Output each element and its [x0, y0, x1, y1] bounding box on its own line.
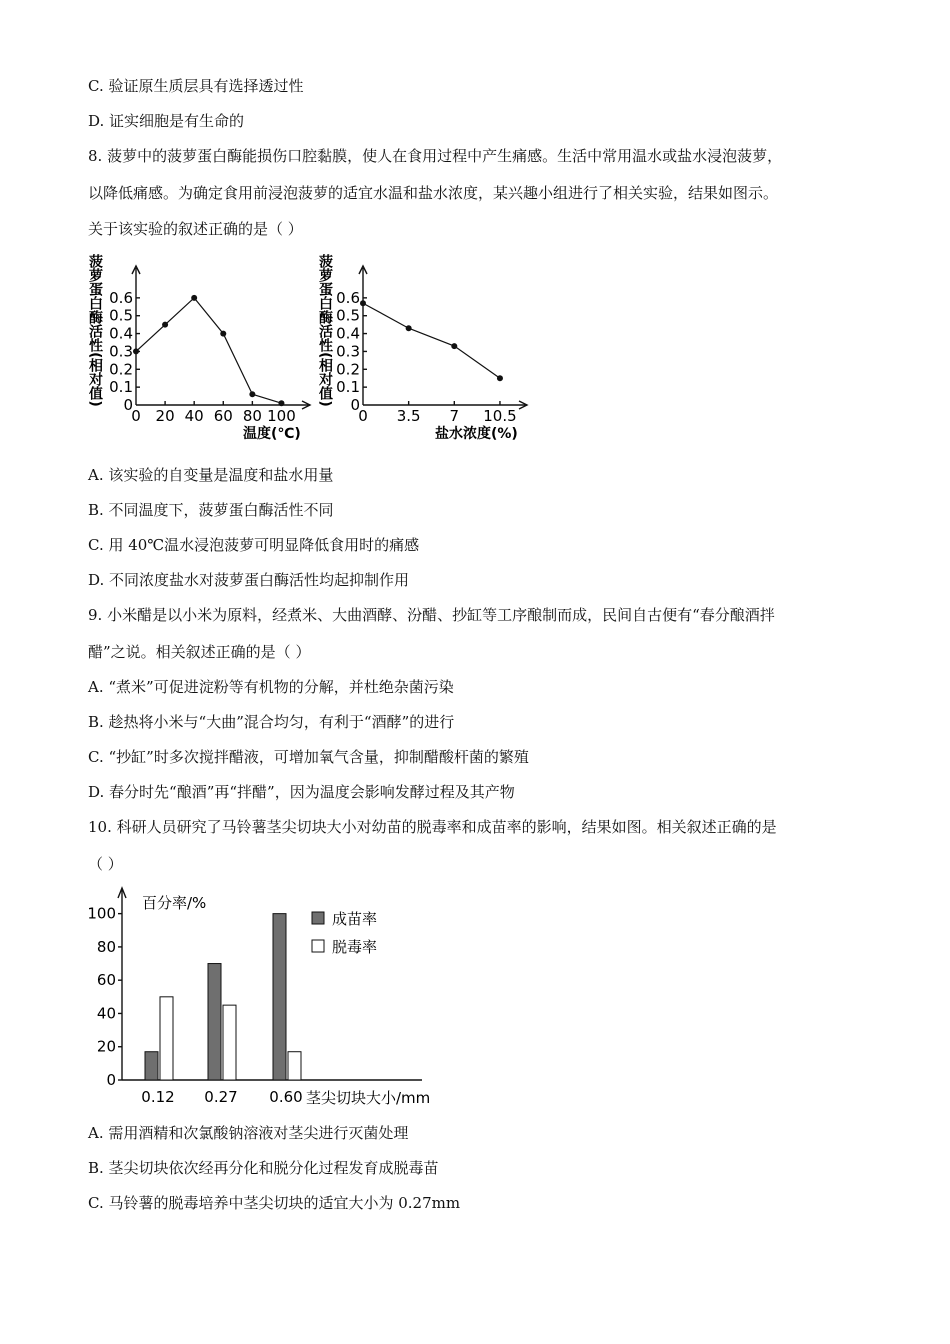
q9-option-a: A. “煮米”可促进淀粉等有机物的分解，并杜绝杂菌污染 [88, 678, 454, 696]
legend-swatch-seedling-rate [312, 912, 324, 924]
x-axis-label: 茎尖切块大小/mm [306, 1089, 431, 1107]
data-point [133, 348, 139, 354]
legend-swatch-virus-free-rate [312, 940, 324, 952]
x-tick-label: 0.60 [269, 1088, 303, 1106]
seedling-rate-bar [208, 964, 221, 1080]
q8-stem-line-1: 8. 菠萝中的菠萝蛋白酶能损伤口腔黏膜，使人在食用过程中产生痛感。生活中常用温水或盐水浸泡菠萝， [88, 147, 783, 165]
y-tick-label: 0.5 [336, 306, 360, 325]
x-tick-label: 7 [449, 407, 460, 425]
y-axis-label: 百分率/% [142, 894, 207, 912]
x-tick-label: 0 [131, 407, 141, 425]
q10-option-a: A. 需用酒精和次氯酸钠溶液对茎尖进行灭菌处理 [88, 1124, 409, 1142]
seedling-rate-bar [145, 1052, 158, 1080]
y-tick-label: 0.5 [109, 306, 133, 325]
q10-option-b: B. 茎尖切块依次经再分化和脱分化过程发育成脱毒苗 [88, 1159, 439, 1177]
y-tick-label: 0.1 [336, 378, 360, 397]
q8-option-d: D. 不同浓度盐水对菠萝蛋白酶活性均起抑制作用 [88, 571, 410, 589]
x-tick-label: 0.12 [141, 1088, 175, 1106]
y-tick-label: 0 [106, 1071, 116, 1089]
x-axis-label: 盐水浓度(%) [435, 426, 518, 442]
cutting-size-bar-chart [80, 882, 480, 1112]
y-tick-label: 0.3 [109, 342, 133, 361]
virus-free-rate-bar [223, 1005, 236, 1080]
data-point [220, 331, 226, 337]
data-point [162, 322, 168, 328]
activity-series-line [363, 303, 500, 378]
data-point [191, 295, 197, 301]
q7-option-d: D. 证实细胞是有生命的 [88, 112, 245, 130]
y-axis-title [317, 253, 334, 406]
x-tick-label: 0.27 [204, 1088, 238, 1106]
data-point [360, 300, 366, 306]
x-tick-label: 20 [155, 407, 175, 425]
x-axis-label: 温度(℃) [243, 426, 301, 442]
data-point [406, 325, 412, 331]
q9-option-c: C. “抄缸”时多次搅拌醋液，可增加氧气含量，抑制醋酸杆菌的繁殖 [88, 748, 529, 766]
y-axis-title [87, 253, 104, 406]
y-tick-label: 0.2 [109, 360, 133, 379]
y-tick-label: 0.4 [336, 324, 360, 343]
data-point [451, 343, 457, 349]
y-tick-label: 0.3 [336, 342, 360, 361]
q8-stem-line-3: 关于该实验的叙述正确的是（ ） [88, 220, 303, 238]
y-tick-label: 80 [96, 937, 116, 956]
y-tick-label: 20 [96, 1037, 116, 1056]
data-point [497, 375, 503, 381]
data-point [278, 400, 284, 406]
virus-free-rate-bar [288, 1052, 301, 1080]
activity-series-line [136, 298, 281, 403]
y-tick-label: 0.6 [336, 288, 360, 307]
q10-stem-line-1: 10. 科研人员研究了马铃薯茎尖切块大小对幼苗的脱毒率和成苗率的影响，结果如图。相关叙述正确的是 [88, 818, 777, 836]
y-tick-label: 0 [350, 396, 360, 414]
q10-option-c: C. 马铃薯的脱毒培养中茎尖切块的适宜大小为 0.27mm [88, 1194, 461, 1212]
virus-free-rate-bar [160, 997, 173, 1080]
y-axis-label: 菠萝蛋白酶活性(相对值) [87, 254, 103, 407]
y-tick-label: 0.1 [109, 378, 133, 397]
y-tick-label: 100 [87, 904, 116, 923]
q8-option-a: A. 该实验的自变量是温度和盐水用量 [88, 466, 334, 484]
y-tick-label: 0.4 [109, 324, 133, 343]
q8-option-c: C. 用 40℃温水浸泡菠萝可明显降低食用时的痛感 [88, 536, 420, 554]
q9-option-b: B. 趁热将小米与“大曲”混合均匀，有利于“酒酵”的进行 [88, 713, 455, 731]
data-point [249, 391, 255, 397]
salt-concentration-activity-chart [315, 252, 545, 447]
q10-stem-line-2: （ ） [88, 855, 123, 873]
q7-option-c: C. 验证原生质层具有选择透过性 [88, 77, 304, 95]
y-tick-label: 60 [96, 971, 116, 990]
y-tick-label: 0.2 [336, 360, 360, 379]
x-tick-label: 40 [184, 407, 204, 425]
legend-label-seedling-rate: 成苗率 [332, 910, 378, 928]
x-tick-label: 0 [358, 407, 368, 425]
y-axis-label: 菠萝蛋白酶活性(相对值) [317, 254, 333, 407]
y-tick-label: 0 [123, 396, 133, 414]
seedling-rate-bar [273, 914, 286, 1080]
q8-stem-line-2: 以降低痛感。为确定食用前浸泡菠萝的适宜水温和盐水浓度，某兴趣小组进行了相关实验，结果如图示。 [88, 184, 779, 202]
x-tick-label: 60 [213, 407, 233, 425]
y-tick-label: 40 [96, 1004, 116, 1023]
q9-stem-line-2: 醋”之说。相关叙述正确的是（ ） [88, 643, 311, 661]
q9-stem-line-1: 9. 小米醋是以小米为原料，经煮米、大曲酒酵、汾醋、抄缸等工序酿制而成，民间自古便有“春分酿酒拌 [88, 606, 775, 624]
x-tick-label: 10.5 [483, 407, 517, 425]
legend-label-virus-free-rate: 脱毒率 [332, 938, 378, 956]
y-tick-label: 0.6 [109, 288, 133, 307]
x-tick-label: 80 [242, 407, 262, 425]
q9-option-d: D. 春分时先“酿酒”再“拌醋”，因为温度会影响发酵过程及其产物 [88, 783, 515, 801]
q8-option-b: B. 不同温度下，菠萝蛋白酶活性不同 [88, 501, 334, 519]
x-tick-label: 100 [267, 407, 296, 425]
temperature-activity-chart [85, 252, 315, 447]
x-tick-label: 3.5 [396, 407, 421, 425]
